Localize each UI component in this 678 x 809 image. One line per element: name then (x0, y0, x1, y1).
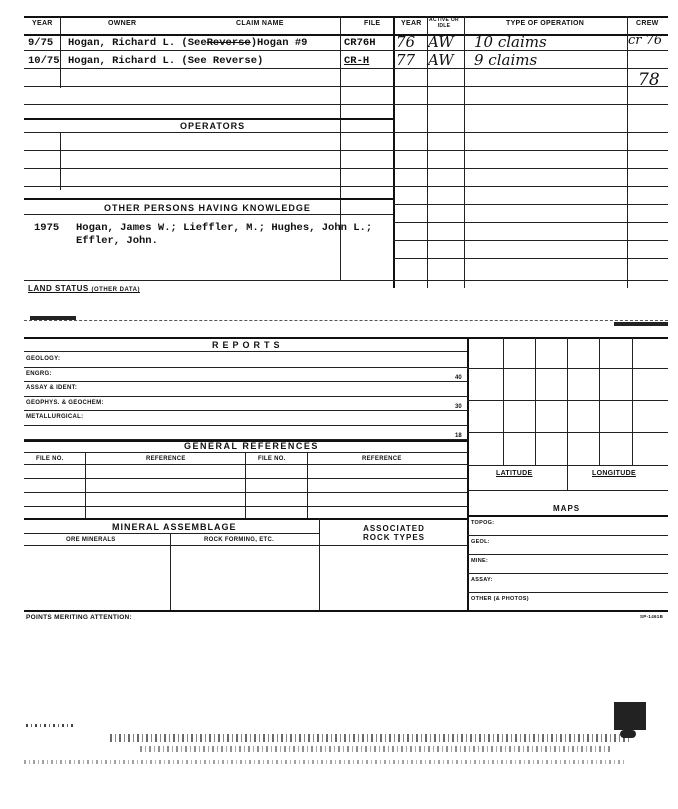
ink-smudge (614, 322, 668, 326)
row-line (467, 573, 668, 574)
col-line (85, 452, 86, 518)
col-line (170, 533, 171, 610)
row-line (393, 258, 668, 259)
col-line (245, 452, 246, 518)
row-line (467, 465, 668, 466)
ink-blot (614, 702, 646, 730)
ref-header-reference: REFERENCE (146, 456, 186, 462)
row-line (24, 396, 468, 397)
other-persons-title: OTHER PERSONS HAVING KNOWLEDGE (104, 203, 311, 213)
row-line (467, 432, 668, 433)
row-line (24, 132, 668, 133)
row-line (24, 320, 668, 321)
operation-row-2-status: AW (428, 51, 454, 69)
report-label: METALLURGICAL: (26, 414, 84, 420)
row-line (24, 168, 668, 169)
owner-row-1-year: 9/75 (28, 37, 54, 49)
scan-noise (24, 760, 624, 764)
row-line (24, 492, 468, 493)
row-line (24, 104, 668, 105)
owner-row-1-owner: Hogan, Richard L. (SeeReverse)Hogan #9 (68, 37, 308, 49)
other-persons-line-2: Effler, John. (76, 235, 158, 247)
col-line (393, 16, 395, 288)
operation-row-2-year: 77 (396, 51, 416, 69)
row-line (24, 214, 393, 215)
owner-row-1-file: CR76H (344, 37, 376, 49)
reports-top-border (24, 337, 668, 339)
ref-header-file-no: FILE NO. (36, 456, 64, 462)
mineral-assemblage-title: MINERAL ASSEMBLAGE (112, 522, 237, 532)
row-line (393, 222, 668, 223)
row-line (24, 410, 468, 411)
longitude-label: LONGITUDE (592, 470, 636, 477)
row-line (467, 535, 668, 536)
scan-noise (110, 734, 630, 742)
scan-noise (140, 746, 610, 752)
row-line (393, 240, 668, 241)
col-line (60, 16, 61, 88)
general-references-title: GENERAL REFERENCES (184, 441, 319, 451)
maps-title: MAPS (553, 504, 581, 513)
map-item-label: TOPOG: (471, 520, 495, 526)
row-line (24, 367, 468, 368)
row-line (467, 368, 668, 369)
col-line (60, 132, 61, 190)
map-item-label: GEOL: (471, 539, 490, 545)
operation-row-1-type: 10 claims (474, 33, 547, 51)
operators-title: OPERATORS (180, 121, 246, 131)
col-line (467, 337, 469, 610)
row-line (24, 464, 468, 465)
row-line (24, 545, 468, 546)
top-border (24, 16, 668, 18)
mineral-bottom-border (24, 610, 668, 612)
row-line (467, 490, 668, 491)
other-persons-year: 1975 (34, 222, 60, 234)
row-line (467, 592, 668, 593)
row-line (24, 150, 668, 151)
mineral-top-border (24, 518, 468, 520)
latitude-label: LATITUDE (496, 470, 533, 477)
operators-top-border (24, 118, 393, 120)
associated-rock-types-title: ASSOCIATED ROCK TYPES (362, 524, 425, 542)
operation-row-2-type: 9 claims (474, 51, 538, 69)
operation-row-1-status: AW (428, 33, 454, 51)
row-line (393, 204, 668, 205)
row-line (24, 533, 320, 534)
operation-row-1-year: 76 (396, 33, 416, 51)
col-line (340, 16, 341, 280)
operation-row-2-crew: 78 (638, 70, 660, 90)
owner-row-1-struck: Reverse (206, 37, 251, 49)
reports-title: REPORTS (212, 340, 284, 350)
map-item-label: MINE: (471, 558, 489, 564)
row-line (24, 452, 468, 453)
row-line (467, 554, 668, 555)
rock-forming-header: ROCK FORMING, ETC. (204, 537, 275, 543)
map-item-label: OTHER (& PHOTOS) (471, 596, 529, 602)
report-number: 18 (455, 432, 462, 439)
owner-row-2-file: CR-H (344, 55, 370, 67)
col-line (599, 337, 600, 465)
row-line (24, 478, 468, 479)
maps-top-border (467, 515, 668, 517)
header-crew: CREW (636, 20, 659, 27)
row-line (24, 506, 468, 507)
row-line (24, 351, 468, 352)
header-bottom-border (24, 34, 668, 36)
row-line (24, 50, 668, 51)
col-line (632, 337, 633, 465)
header-year: YEAR (32, 20, 53, 27)
report-number: 30 (455, 403, 462, 410)
map-item-label: ASSAY: (471, 577, 493, 583)
row-line (24, 186, 668, 187)
other-persons-line-1: Hogan, James W.; Lieffler, M.; Hughes, John L.; (76, 222, 373, 234)
owner-row-2-year: 10/75 (28, 55, 60, 67)
header-claim-name: CLAIM NAME (236, 20, 284, 27)
other-persons-top-border (24, 198, 393, 200)
points-meriting-attention: POINTS MERITING ATTENTION: (26, 614, 133, 621)
operation-row-1-crew: cr 76 (628, 33, 663, 48)
scan-noise (26, 724, 76, 727)
row-line (24, 280, 668, 281)
col-line (627, 16, 628, 288)
report-label: ENGRG: (26, 370, 52, 377)
form-code: SP-1461B (640, 614, 664, 619)
ink-blot (620, 730, 636, 738)
land-status-title: LAND STATUS (OTHER DATA) (28, 284, 140, 293)
row-line (24, 381, 468, 382)
report-label: ASSAY & IDENT: (26, 385, 78, 391)
header-owner: OWNER (108, 20, 137, 27)
report-label: GEOLOGY: (26, 356, 61, 362)
col-line (567, 337, 568, 490)
owner-row-2-owner: Hogan, Richard L. (See Reverse) (68, 55, 264, 67)
header-year-2: YEAR (401, 20, 422, 27)
row-line (24, 425, 468, 426)
ref-header-file-no-2: FILE NO. (258, 456, 286, 462)
header-type-of-operation: TYPE OF OPERATION (506, 20, 585, 27)
col-line (503, 337, 504, 465)
row-line (24, 68, 668, 69)
col-line (319, 518, 320, 610)
col-line (535, 337, 536, 465)
report-number: 40 (455, 374, 462, 381)
ref-header-reference-2: REFERENCE (362, 456, 402, 462)
header-file: FILE (364, 20, 381, 27)
ore-minerals-header: ORE MINERALS (66, 537, 116, 543)
header-active-or-idle: ACTIVE OR IDLE (429, 17, 459, 29)
col-line (307, 452, 308, 518)
row-line (24, 86, 668, 87)
col-line (464, 16, 465, 288)
row-line (467, 400, 668, 401)
report-label: GEOPHYS. & GEOCHEM: (26, 399, 104, 406)
